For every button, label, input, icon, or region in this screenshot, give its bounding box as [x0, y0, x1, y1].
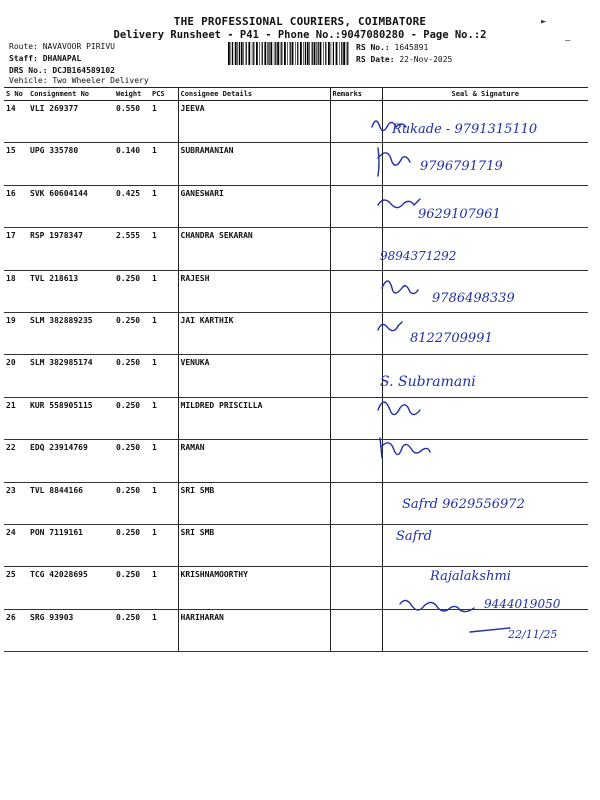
- cell-weight: 0.250: [114, 482, 150, 524]
- cell-weight: 0.250: [114, 440, 150, 482]
- cell-weight: 0.550: [114, 101, 150, 143]
- cell-weight: 0.250: [114, 270, 150, 312]
- cell-signature: [382, 270, 588, 312]
- cell-consignee: HARIHARAN: [178, 609, 330, 651]
- barcode: [228, 42, 350, 65]
- route-line: Route: NAVAVOOR PIRIVU: [9, 42, 115, 51]
- cell-pcs: 1: [150, 228, 178, 270]
- cell-pcs: 1: [150, 270, 178, 312]
- handwritten-r14: Rukade - 9791315110: [392, 122, 538, 137]
- handwritten-r26-date: 22/11/25: [508, 628, 558, 641]
- handwritten-r19: 8122709991: [410, 331, 493, 346]
- table-row: [4, 101, 588, 143]
- col-consignment: Consignment No: [28, 88, 114, 101]
- cell-weight: 0.250: [114, 609, 150, 651]
- cell-consignee: JAI KARTHIK: [178, 312, 330, 354]
- cell-remarks: [330, 567, 382, 609]
- table-row: [4, 524, 588, 566]
- col-weight: Weight: [114, 88, 150, 101]
- cell-remarks: [330, 397, 382, 439]
- cell-pcs: 1: [150, 185, 178, 227]
- cell-remarks: [330, 143, 382, 185]
- cell-consignee: SUBRAMANIAN: [178, 143, 330, 185]
- handwritten-r26-phone: 9444019050: [484, 597, 561, 611]
- cell-pcs: 1: [150, 440, 178, 482]
- cell-sno: 24: [4, 524, 28, 566]
- table-row: [4, 228, 588, 270]
- table-row: [4, 609, 588, 651]
- cell-consignment: SLM 382889235: [28, 312, 114, 354]
- cell-consignee: RAJESH: [178, 270, 330, 312]
- cell-signature: [382, 185, 588, 227]
- cell-sno: 16: [4, 185, 28, 227]
- cell-remarks: [330, 228, 382, 270]
- cell-consignee: KRISHNAMOORTHY: [178, 567, 330, 609]
- cell-consignee: SRI SMB: [178, 524, 330, 566]
- table-row: [4, 355, 588, 397]
- cell-consignment: VLI 269377: [28, 101, 114, 143]
- cell-consignment: EDQ 23914769: [28, 440, 114, 482]
- table-row: [4, 440, 588, 482]
- cell-sno: 20: [4, 355, 28, 397]
- cell-signature: [382, 440, 588, 482]
- staff-line: Staff: DHANAPAL: [9, 54, 82, 63]
- handwritten-r15: 9796791719: [420, 159, 503, 174]
- cell-remarks: [330, 355, 382, 397]
- cell-pcs: 1: [150, 609, 178, 651]
- cell-weight: 0.250: [114, 355, 150, 397]
- table-row: [4, 185, 588, 227]
- cell-sno: 14: [4, 101, 28, 143]
- runsheet-table: [4, 87, 588, 652]
- col-sno: S No: [4, 88, 28, 101]
- cell-remarks: [330, 609, 382, 651]
- col-remarks: Remarks: [330, 88, 382, 101]
- cell-remarks: [330, 101, 382, 143]
- col-consignee: Consignee Details: [178, 88, 330, 101]
- cell-remarks: [330, 185, 382, 227]
- cell-pcs: 1: [150, 355, 178, 397]
- cell-sno: 18: [4, 270, 28, 312]
- table-row: [4, 312, 588, 354]
- handwritten-r24: Safrd: [396, 529, 433, 544]
- table-row: [4, 482, 588, 524]
- cell-weight: 0.425: [114, 185, 150, 227]
- col-signature: Seal & Signature: [382, 88, 588, 101]
- cell-sno: 17: [4, 228, 28, 270]
- col-pcs: PCS: [150, 88, 178, 101]
- runsheet-title: Delivery Runsheet - P41 - Phone No.:9047080280 - Page No.:2: [113, 29, 487, 41]
- cell-remarks: [330, 524, 382, 566]
- cell-consignment: UPG 335780: [28, 143, 114, 185]
- rs-no: RS No.: 1645891: [356, 43, 429, 52]
- corner-mark: ►: [541, 17, 547, 27]
- cell-signature: [382, 567, 588, 609]
- cell-weight: 0.250: [114, 567, 150, 609]
- cell-signature: [382, 228, 588, 270]
- cell-sno: 19: [4, 312, 28, 354]
- cell-signature: [382, 312, 588, 354]
- cell-consignee: MILDRED PRISCILLA: [178, 397, 330, 439]
- cell-consignment: PON 7119161: [28, 524, 114, 566]
- table-header: [4, 88, 588, 101]
- cell-consignee: CHANDRA SEKARAN: [178, 228, 330, 270]
- cell-weight: 0.250: [114, 397, 150, 439]
- cell-pcs: 1: [150, 101, 178, 143]
- cell-weight: 0.140: [114, 143, 150, 185]
- drs-line: DRS No.: DCJB164589102: [9, 66, 115, 75]
- handwritten-r25: Rajalakshmi: [430, 569, 511, 584]
- cell-remarks: [330, 270, 382, 312]
- cell-pcs: 1: [150, 567, 178, 609]
- cell-weight: 0.250: [114, 524, 150, 566]
- cell-pcs: 1: [150, 397, 178, 439]
- cell-pcs: 1: [150, 524, 178, 566]
- cell-sno: 23: [4, 482, 28, 524]
- cell-signature: [382, 397, 588, 439]
- cell-sno: 25: [4, 567, 28, 609]
- table-row: [4, 143, 588, 185]
- handwritten-r16: 9629107961: [418, 207, 501, 222]
- cell-signature: [382, 101, 588, 143]
- handwritten-r20: S. Subramani: [380, 374, 476, 390]
- cell-sno: 22: [4, 440, 28, 482]
- cell-pcs: 1: [150, 482, 178, 524]
- cell-remarks: [330, 440, 382, 482]
- cell-consignment: SLM 382985174: [28, 355, 114, 397]
- cell-sno: 26: [4, 609, 28, 651]
- cell-pcs: 1: [150, 143, 178, 185]
- cell-signature: [382, 524, 588, 566]
- table-row: [4, 397, 588, 439]
- cell-consignee: SRI SMB: [178, 482, 330, 524]
- table-row: [4, 567, 588, 609]
- handwritten-r18: 9786498339: [432, 291, 515, 306]
- cell-sno: 21: [4, 397, 28, 439]
- cell-consignment: TVL 218613: [28, 270, 114, 312]
- cell-consignment: RSP 1978347: [28, 228, 114, 270]
- cell-consignee: VENUKA: [178, 355, 330, 397]
- cell-consignment: TCG 42028695: [28, 567, 114, 609]
- cell-signature: [382, 609, 588, 651]
- vehicle-line: Vehicle: Two Wheeler Delivery: [9, 76, 149, 85]
- cell-consignment: SRG 93903: [28, 609, 114, 651]
- cell-consignment: SVK 60604144: [28, 185, 114, 227]
- cell-consignment: KUR 558905115: [28, 397, 114, 439]
- cell-consignee: JEEVA: [178, 101, 330, 143]
- cell-signature: [382, 355, 588, 397]
- cell-remarks: [330, 312, 382, 354]
- handwritten-r23: Safrd 9629556972: [402, 497, 525, 512]
- rs-date: RS Date: 22-Nov-2025: [356, 55, 453, 64]
- company-title: THE PROFESSIONAL COURIERS, COIMBATORE: [173, 15, 427, 28]
- cell-weight: 2.555: [114, 228, 150, 270]
- cell-remarks: [330, 482, 382, 524]
- corner-mark-2: —: [565, 36, 571, 46]
- cell-signature: [382, 143, 588, 185]
- cell-sno: 15: [4, 143, 28, 185]
- cell-pcs: 1: [150, 312, 178, 354]
- cell-weight: 0.250: [114, 312, 150, 354]
- cell-consignee: GANESWARI: [178, 185, 330, 227]
- cell-signature: [382, 482, 588, 524]
- table-row: [4, 270, 588, 312]
- handwritten-r17: 9894371292: [380, 249, 457, 263]
- cell-consignee: RAMAN: [178, 440, 330, 482]
- cell-consignment: TVL 8844166: [28, 482, 114, 524]
